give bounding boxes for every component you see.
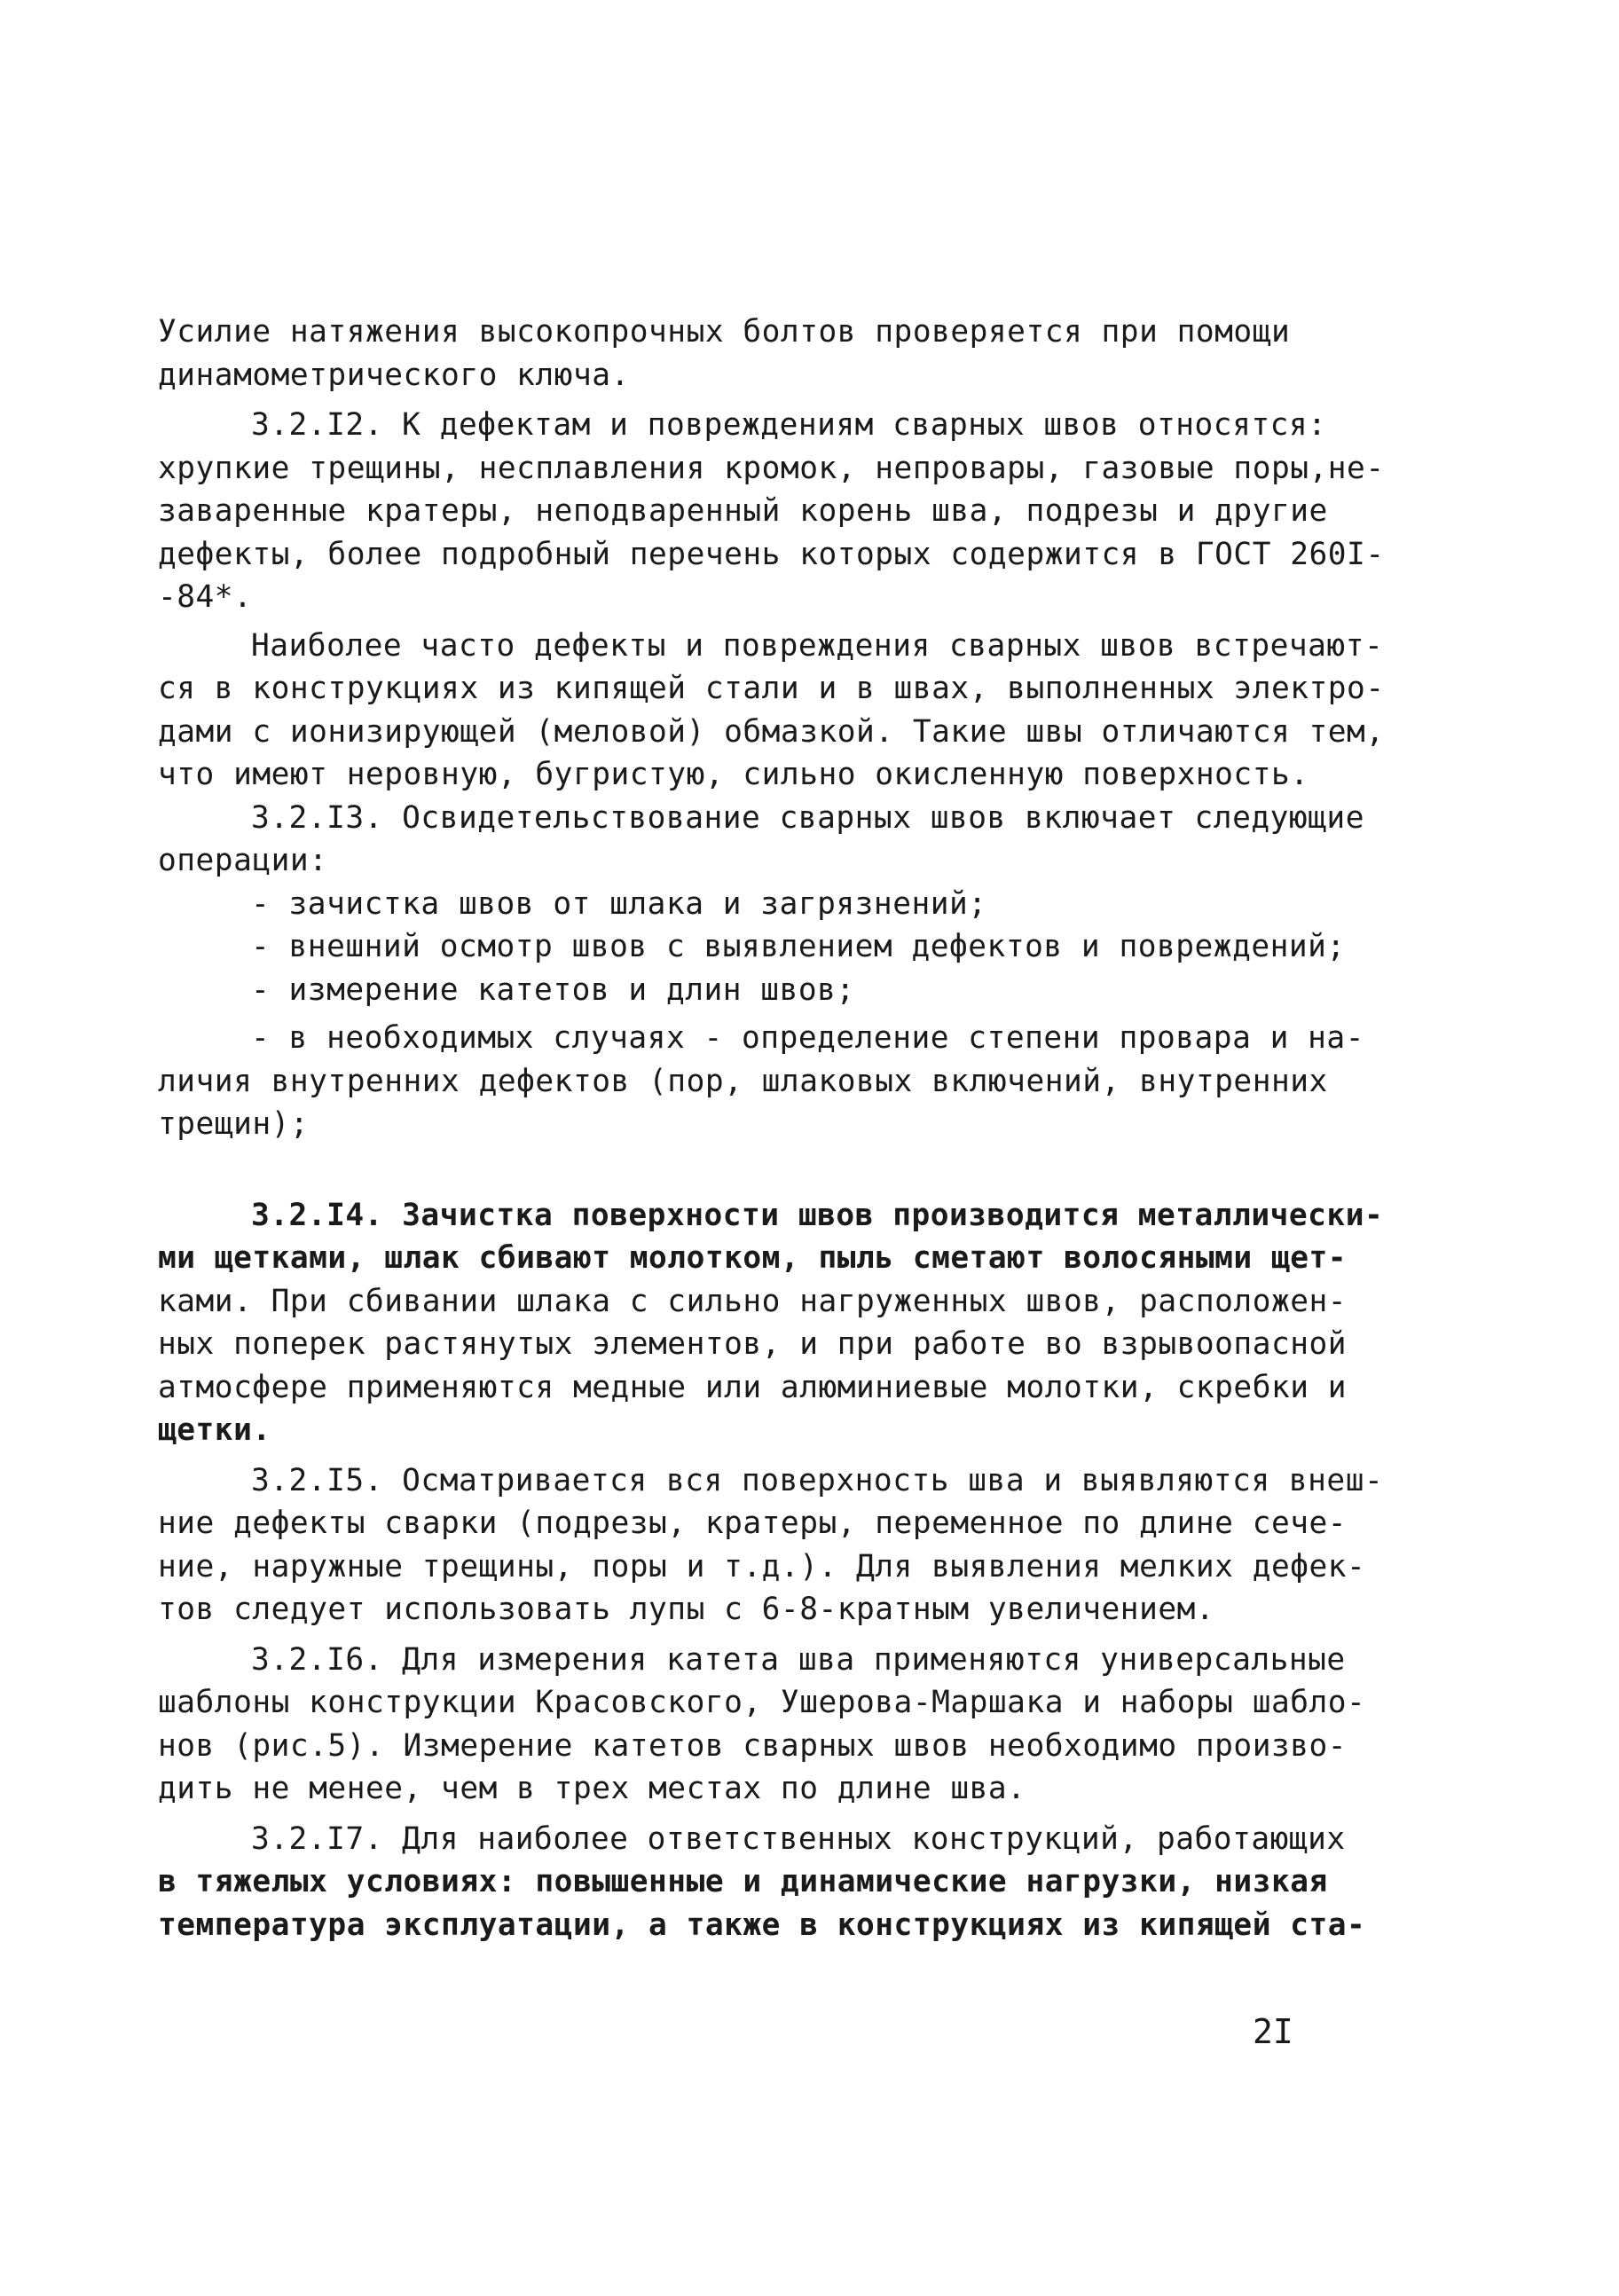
text-line: ся в конструкциях из кипящей стали и в швах, выполненных электро- [158, 671, 1385, 706]
text-line: -84*. [158, 579, 253, 615]
section-3-2-13-heading: 3.2.I3. Освидетельствование сварных швов включает следующие [251, 799, 1364, 836]
text-line: тов следует использовать лупы с 6-8-кратным увеличением. [158, 1592, 1215, 1627]
section-3-2-15-heading: 3.2.I5. Осматривается вся поверхность шва и выявляются внеш- [251, 1462, 1384, 1498]
text-line: атмосфере применяются медные или алюминиевые молотки, скребки и [158, 1369, 1348, 1405]
text-line: дами с ионизирующей (меловой) обмазкой. Такие швы отличаются тем, [158, 713, 1385, 750]
list-item: - внешний осмотр швов с выявлением дефектов и повреждений; [251, 929, 1346, 964]
body-text [158, 311, 1385, 1946]
text-line: ние дефекты сварки (подрезы, кратеры, переменное по длине сече- [158, 1506, 1348, 1541]
text-line: операции: [158, 843, 328, 878]
text-line: температура эксплуатации, а также в конструкциях из кипящей ста- [158, 1907, 1366, 1943]
text-line: дефекты, более подробный перечень которых содержится в ГОСТ 260I- [158, 536, 1385, 572]
list-item: - в необходимых случаях - определение степени провара и на- [251, 1020, 1364, 1056]
text-line: динамометрического ключа. [158, 357, 630, 393]
section-3-2-14-heading: 3.2.I4. Зачистка поверхности швов производится металлически- [251, 1197, 1384, 1233]
text-line: щетки. [158, 1412, 271, 1448]
text-line: в тяжелых условиях: повышенные и динамические нагрузки, низкая [158, 1864, 1328, 1899]
list-item: - измерение катетов и длин швов; [251, 971, 855, 1008]
text-line: нов (рис.5). Измерение катетов сварных швов необходимо произво- [158, 1727, 1348, 1764]
section-3-2-12-heading: 3.2.I2. К дефектам и повреждениям сварных швов относятся: [251, 407, 1327, 443]
text-line: трещин); [158, 1106, 310, 1142]
text-line: что имеют неровную, бугристую, сильно окисленную поверхность. [158, 757, 1309, 792]
text-line: ками. При сбивании шлака с сильно нагруженных швов, расположен- [158, 1283, 1348, 1319]
text-line: личия внутренних дефектов (пор, шлаковых включений, внутренних [158, 1063, 1328, 1099]
paragraph-start: Наиболее часто дефекты и повреждения сварных швов встречают- [251, 627, 1384, 664]
text-line: ных поперек растянутых элементов, и при работе во взрывоопасной [158, 1326, 1348, 1362]
page-number: 2I [1253, 2012, 1293, 2051]
text-line: ние, наружные трещины, поры и т.д.). Для выявления мелких дефек- [158, 1548, 1366, 1584]
text-line: Усилие натяжения высокопрочных болтов проверяется при помощи [158, 314, 1291, 350]
text-line: шаблоны конструкции Красовского, Ушерова-Маршака и наборы шабло- [158, 1685, 1366, 1720]
list-item: - зачистка швов от шлака и загрязнений; [251, 885, 987, 922]
section-3-2-17-heading: 3.2.I7. Для наиболее ответственных конструкций, работающих [251, 1820, 1346, 1857]
text-line: заваренные кратеры, неподваренный корень шва, подрезы и другие [158, 493, 1328, 529]
section-3-2-16-heading: 3.2.I6. Для измерения катета шва применяются универсальные [251, 1641, 1346, 1678]
text-line: дить не менее, чем в трех местах по длине шва. [158, 1771, 1026, 1806]
text-line: хрупкие трещины, несплавления кромок, непровары, газовые поры,не- [158, 450, 1385, 486]
text-line: ми щетками, шлак сбивают молотком, пыль сметают волосяными щет- [158, 1240, 1348, 1276]
